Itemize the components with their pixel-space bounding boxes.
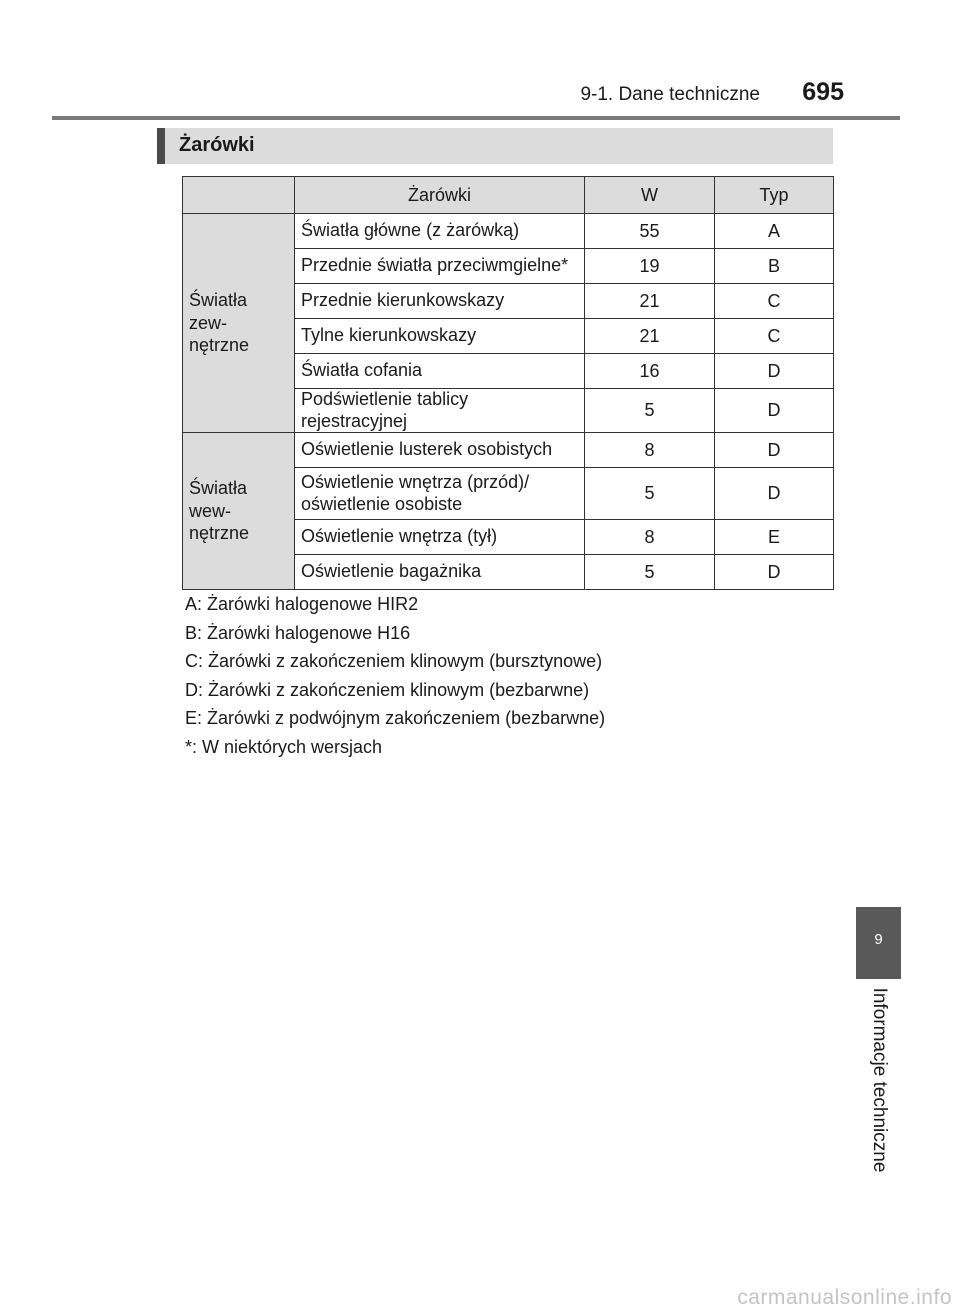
bulb-watt: 8 [585,433,715,468]
bulb-watt: 5 [585,468,715,520]
bulb-watt: 19 [585,249,715,284]
bulb-name: Światła główne (z żarówką) [295,214,585,249]
bulb-name: Oświetlenie wnętrza (przód)/ oświetlenie osobiste [295,468,585,520]
bulb-name: Oświetlenie wnętrza (tył) [295,520,585,555]
bulb-type: D [715,433,834,468]
bulb-type: D [715,468,834,520]
bulb-name: Oświetlenie lusterek osobistych [295,433,585,468]
watermark: carmanualsonline.info [737,1286,952,1309]
header-type: Typ [715,177,834,214]
header-group [183,177,295,214]
bulb-type: B [715,249,834,284]
group-exterior-lights: Światła zew- nętrzne [183,214,295,433]
bulb-watt: 55 [585,214,715,249]
bulb-name: Podświetlenie tablicy rejestracyjnej [295,389,585,433]
group-interior-lights: Światła wew- nętrzne [183,433,295,590]
bulb-watt: 21 [585,284,715,319]
header-bulb: Żarówki [295,177,585,214]
bulb-watt: 21 [585,319,715,354]
section-title: Żarówki [179,134,255,156]
header-watt: W [585,177,715,214]
section-heading [157,128,833,164]
legend-item: D: Żarówki z zakończeniem klinowym (bezbarwne) [185,679,590,700]
table-row [183,214,834,249]
legend-item: E: Żarówki z podwójnym zakończeniem (bezbarwne) [185,708,606,728]
chapter-title: Informacje techniczne [869,987,890,1173]
bulb-table [182,176,834,590]
bulb-name: Przednie światła przeciwmgielne* [295,249,585,284]
page-header [52,76,900,120]
bulb-type: C [715,319,834,354]
bulb-type: C [715,284,834,319]
bulb-name: Światła cofania [295,354,585,389]
table-row [183,433,834,468]
bulb-type: D [715,389,834,433]
bulb-watt: 8 [585,520,715,555]
bulb-type: D [715,555,834,590]
legend-item: A: Żarówki halogenowe HIR2 [185,594,419,614]
chapter-tab [856,907,901,979]
bulb-watt: 5 [585,389,715,433]
chapter-number: 9 [874,931,883,948]
bulb-watt: 16 [585,354,715,389]
table-header-row [183,177,834,214]
bulb-type-legend [185,590,605,761]
bulb-name: Tylne kierunkowskazy [295,319,585,354]
bulb-type: E [715,520,834,555]
bulb-watt: 5 [585,555,715,590]
legend-item: C: Żarówki z zakończeniem klinowym (bursztynowe) [185,651,603,671]
bulb-name: Oświetlenie bagażnika [295,555,585,590]
bulb-type: A [715,214,834,249]
legend-note: *: W niektórych wersjach [185,736,383,757]
legend-item: B: Żarówki halogenowe H16 [185,622,411,643]
bulb-name: Przednie kierunkowskazy [295,284,585,319]
section-label: 9-1. Dane techniczne [580,84,760,105]
page-number: 695 [802,78,844,106]
bulb-type: D [715,354,834,389]
